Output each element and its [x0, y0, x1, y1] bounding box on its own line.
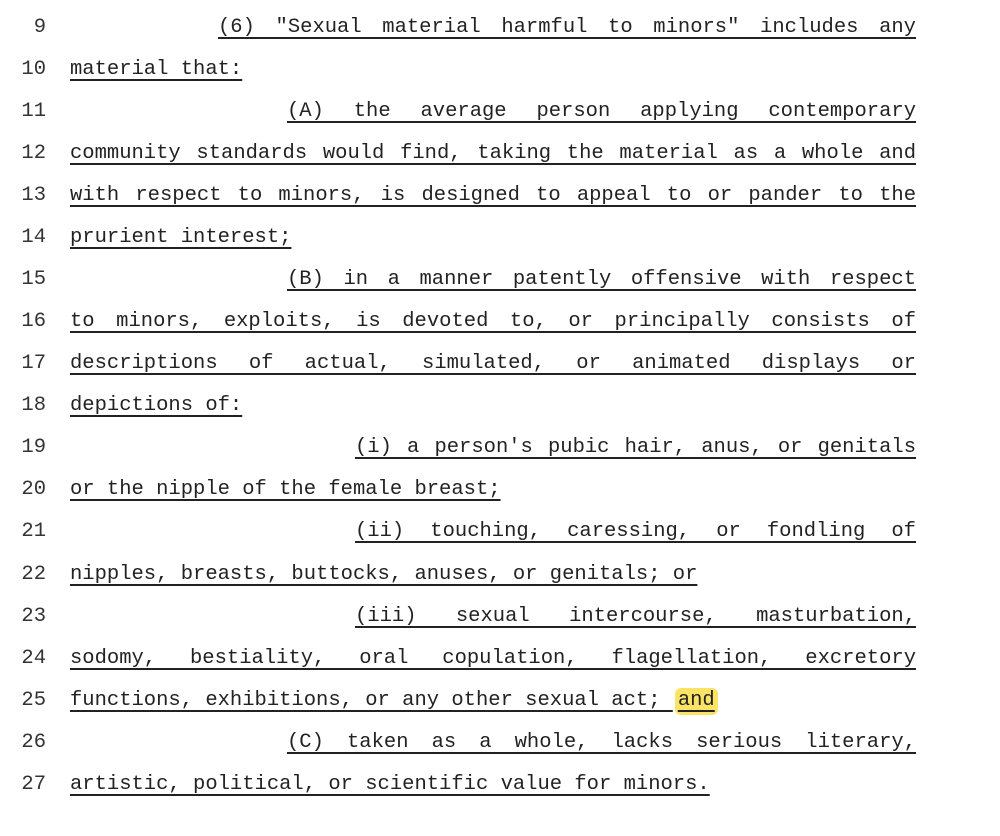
line-19 — [0, 433, 1000, 475]
line-number: 22 — [21, 563, 46, 586]
line-15 — [0, 265, 1000, 307]
line-number: 18 — [21, 394, 46, 417]
line-text: depictions of: — [70, 394, 243, 417]
line-text: or the nipple of the female breast; — [70, 478, 501, 501]
line-number: 25 — [21, 689, 46, 712]
line-number: 15 — [21, 268, 46, 291]
line-text: with respect to minors, is designed to appeal to or pander to the — [70, 184, 916, 207]
line-20 — [0, 475, 1000, 517]
line-26 — [0, 728, 1000, 770]
line-text: material that: — [70, 58, 243, 81]
line-number: 10 — [21, 58, 46, 81]
highlighted-word: and — [675, 688, 718, 715]
line-text: (B) in a manner patently offensive with respect — [287, 268, 916, 291]
line-number: 17 — [21, 352, 46, 375]
line-text: nipples, breasts, buttocks, anuses, or genitals; or — [70, 563, 698, 586]
line-text-main: functions, exhibitions, or any other sexual act; — [70, 689, 661, 712]
line-number: 9 — [33, 16, 46, 39]
line-17 — [0, 349, 1000, 391]
line-number: 27 — [21, 773, 46, 796]
line-text: (i) a person's pubic hair, anus, or genitals — [355, 436, 916, 459]
line-text: to minors, exploits, is devoted to, or principally consists of — [70, 310, 916, 333]
line-25 — [0, 686, 1000, 728]
line-22 — [0, 560, 1000, 602]
line-11 — [0, 97, 1000, 139]
line-number: 14 — [21, 226, 46, 249]
line-number: 20 — [21, 478, 46, 501]
line-number: 13 — [21, 184, 46, 207]
line-number: 12 — [21, 142, 46, 165]
line-number: 24 — [21, 647, 46, 670]
line-text: community standards would find, taking the material as a whole and — [70, 142, 916, 165]
line-text — [70, 686, 718, 716]
line-text: descriptions of actual, simulated, or animated displays or — [70, 352, 916, 375]
line-10 — [0, 55, 1000, 97]
line-13 — [0, 181, 1000, 223]
line-number: 11 — [21, 100, 46, 123]
line-number: 19 — [21, 436, 46, 459]
line-24 — [0, 644, 1000, 686]
line-text: artistic, political, or scientific value for minors. — [70, 773, 710, 796]
line-23 — [0, 602, 1000, 644]
line-text: (iii) sexual intercourse, masturbation, — [355, 605, 916, 628]
line-text: (6) "Sexual material harmful to minors" includes any — [218, 16, 916, 39]
line-number: 26 — [21, 731, 46, 754]
line-text: sodomy, bestiality, oral copulation, flagellation, excretory — [70, 647, 916, 670]
line-text: (C) taken as a whole, lacks serious literary, — [287, 731, 916, 754]
line-number: 23 — [21, 605, 46, 628]
line-14 — [0, 223, 1000, 265]
line-18 — [0, 391, 1000, 433]
line-9 — [0, 13, 1000, 55]
line-text: prurient interest; — [70, 226, 292, 249]
line-text: (A) the average person applying contemporary — [287, 100, 916, 123]
line-number: 16 — [21, 310, 46, 333]
line-12 — [0, 139, 1000, 181]
line-16 — [0, 307, 1000, 349]
line-number: 21 — [21, 520, 46, 543]
line-27 — [0, 770, 1000, 812]
line-21 — [0, 517, 1000, 559]
line-text: (ii) touching, caressing, or fondling of — [355, 520, 916, 543]
